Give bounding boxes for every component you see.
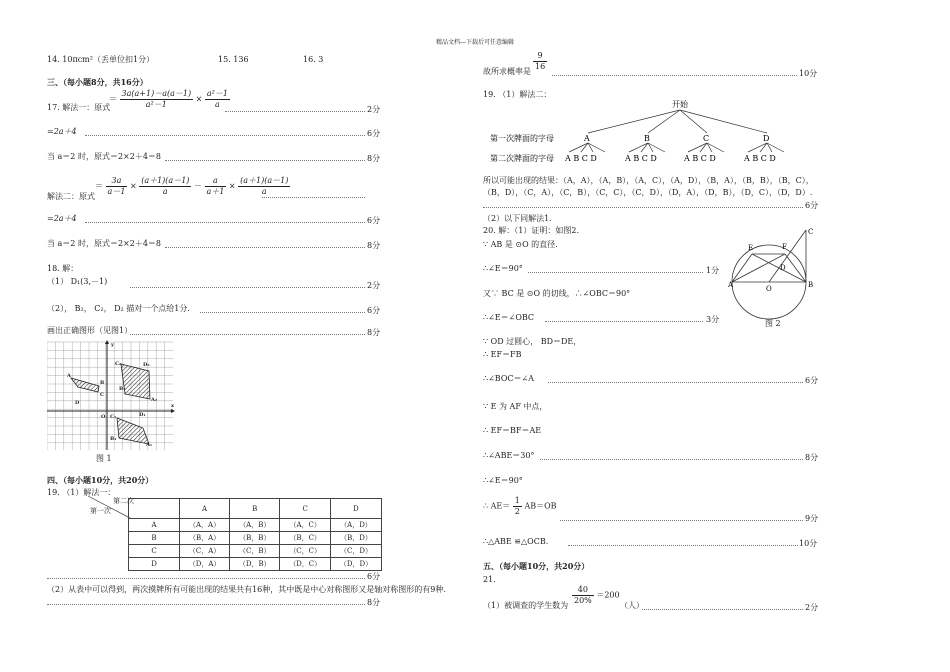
column-header: A bbox=[180, 499, 230, 519]
dot-leader bbox=[540, 459, 803, 460]
tree-root-label: 开始 bbox=[672, 100, 688, 109]
figure-1-caption: 图 1 bbox=[96, 454, 112, 463]
tree-first-label: 第一次牌面的字母 bbox=[490, 134, 554, 143]
q19-part2: （2）从表中可以得到，两次摸牌所有可能出现的结果共有16种，其中既是中心对称图形又是轴对称图形的有9种. bbox=[47, 585, 446, 594]
q17-line2: =2a＋4 bbox=[47, 127, 77, 136]
q20-line3: 又∵ BC 是 ⊙O 的切线，∴∠OBC＝90° bbox=[483, 289, 631, 298]
point-label: F bbox=[782, 243, 787, 251]
fraction: $\frac{\text{a²－1}}{a}$ bbox=[206, 89, 228, 109]
shape-a1b1c1d1 bbox=[117, 418, 149, 444]
table-cell: （B，A） bbox=[180, 532, 230, 545]
q18-part1: （1） D₁(3,－1) bbox=[47, 277, 108, 286]
table-cell: （C，C） bbox=[280, 545, 331, 558]
point-label: D₂ bbox=[143, 362, 150, 368]
score-label: 3分 bbox=[706, 315, 720, 324]
score-label: 6分 bbox=[367, 129, 381, 138]
tree-diagram bbox=[485, 98, 815, 166]
probability-fraction: $\frac{9}{16}$ bbox=[535, 51, 546, 71]
q17-alt-expr: ＝ $\frac{3a}{a-1}$ × $\frac{(a+1)(a-1)}{a}$ － $\frac{a}{a+1}$ × $\frac{(a+1)(a-1)}{a}$ bbox=[95, 176, 289, 196]
point-label: C bbox=[808, 228, 814, 236]
row-header: B bbox=[129, 532, 180, 545]
score-label: 2分 bbox=[367, 281, 381, 290]
q19b-title: 19. （1）解法二： bbox=[483, 90, 552, 99]
fraction: $\frac{3a}{a-1}$ bbox=[107, 176, 126, 196]
figure-1-grid bbox=[47, 340, 177, 452]
score-label: 2分 bbox=[805, 603, 819, 612]
q17-line1-label: 17. 解法一：原式 bbox=[47, 103, 111, 112]
tree-second-label: 第二次牌面的字母 bbox=[490, 154, 554, 163]
point-label: A₂ bbox=[151, 397, 158, 403]
q18-title: 18. 解： bbox=[47, 264, 79, 273]
dot-leader bbox=[560, 520, 803, 521]
table-cell: （B，D） bbox=[330, 532, 381, 545]
score-label: 6分 bbox=[805, 201, 819, 210]
fraction: $\frac{(a+1)(a-1)}{a}$ bbox=[240, 176, 289, 196]
dot-leader bbox=[483, 207, 803, 208]
table-cell: （B，C） bbox=[280, 532, 331, 545]
score-label: 9分 bbox=[805, 514, 819, 523]
dot-leader bbox=[47, 578, 365, 579]
q17-line3: 当 a＝2 时，原式＝2×2＋4＝8 bbox=[47, 152, 162, 161]
q19b-part2: （2）以下同解法1. bbox=[483, 214, 552, 223]
section-4-heading: 四、（每小题10分，共20分） bbox=[47, 475, 154, 485]
page-header: 精品文档---下载后可任意编辑 bbox=[435, 39, 515, 46]
q20-line10: ∴∠ABE＝30° bbox=[483, 451, 535, 460]
tree-leaves: A B C D bbox=[744, 154, 776, 163]
table-row bbox=[129, 558, 382, 571]
table-cell: （A，C） bbox=[280, 519, 331, 532]
table-cell: （D，B） bbox=[230, 558, 280, 571]
axis-label: y bbox=[111, 342, 114, 348]
q18-part3: 画出正确图形（见图1） bbox=[47, 326, 133, 335]
point-label: B bbox=[100, 380, 105, 386]
fraction: $\frac{(a+1)(a-1)}{a}$ bbox=[141, 176, 190, 196]
dot-leader bbox=[85, 135, 365, 136]
fraction: $\frac{a}{a+1}$ bbox=[206, 176, 225, 196]
point-label: B₁ bbox=[110, 436, 117, 442]
q20-line4: ∴∠E＝∠OBC bbox=[483, 313, 535, 322]
tree-node: B bbox=[644, 134, 650, 143]
table-cell: （A，B） bbox=[230, 519, 280, 532]
q20-line12: ∴ AE＝ $\frac{1}{2}$ AB＝OB bbox=[483, 496, 557, 516]
row-header: D bbox=[129, 558, 180, 571]
q14-answer: 14. 10πcm²（丢单位扣1分） bbox=[47, 55, 155, 64]
table-corner bbox=[129, 499, 180, 519]
point-label: D bbox=[75, 400, 80, 406]
score-label: 8分 bbox=[805, 453, 819, 462]
table-row bbox=[129, 545, 382, 558]
dot-leader bbox=[552, 75, 797, 76]
shape-abcd bbox=[71, 378, 99, 392]
q21-part1-label: （1）被调查的学生数为 bbox=[483, 601, 569, 610]
q20-line7: ∴∠BOC＝∠A bbox=[483, 374, 534, 383]
column-header: D bbox=[330, 499, 381, 519]
fraction: $\frac{3a(a+1)-a(a-1)}{\text{a²－1}}$ bbox=[121, 89, 192, 109]
q19-outcome-table bbox=[128, 498, 382, 571]
dot-leader bbox=[165, 160, 365, 161]
q17-line1-expr: ＝ $\frac{3a(a+1)-a(a-1)}{\text{a²－1}}$ × $\frac{\text{a²－1}}{a}$ bbox=[109, 89, 228, 109]
tree-node: C bbox=[703, 134, 710, 143]
shape-a2b2c2d2 bbox=[121, 364, 150, 399]
score-label: 10分 bbox=[799, 539, 818, 548]
point-label: O bbox=[101, 414, 106, 420]
probability-label: 故所求概率是 bbox=[483, 67, 531, 76]
axis-label: x bbox=[171, 403, 174, 409]
q17-alt-label: 解法二：原式 bbox=[47, 192, 95, 201]
tree-node: D bbox=[763, 134, 770, 143]
dot-leader bbox=[130, 334, 365, 335]
score-label: 2分 bbox=[367, 105, 381, 114]
point-label: B₂ bbox=[119, 386, 126, 392]
tree-node: A bbox=[584, 134, 590, 143]
table-cell: （B，B） bbox=[230, 532, 280, 545]
column-header: C bbox=[280, 499, 331, 519]
table-cell: （A，D） bbox=[330, 519, 381, 532]
q21-part1-fraction: $\frac{40}{20\%}$ ＝200 bbox=[574, 585, 620, 605]
table-cell: （A，A） bbox=[180, 519, 230, 532]
dot-leader bbox=[528, 272, 703, 273]
score-label: 8分 bbox=[367, 598, 381, 607]
point-label: D bbox=[780, 264, 786, 272]
table-cell: （C，A） bbox=[180, 545, 230, 558]
q17-line5: =2a＋4 bbox=[47, 214, 77, 223]
tree-leaves: A B C D bbox=[625, 154, 657, 163]
q20-title: 20. 解：（1）证明：如图2. bbox=[483, 226, 579, 235]
q20-line13: ∴△ABE ≌△OCB. bbox=[483, 537, 549, 546]
section-3-heading: 三、（每小题8分，共16分） bbox=[47, 77, 148, 87]
q18-part2: （2）， B₂， C₂， D₂ 描对一个点给1分. bbox=[47, 304, 190, 313]
table-header-row bbox=[129, 499, 382, 519]
q17-line6: 当 a＝2 时，原式＝2×2＋4＝8 bbox=[47, 239, 162, 248]
dot-leader bbox=[545, 321, 703, 322]
figure-2-geometry bbox=[728, 225, 818, 320]
point-label: A₁ bbox=[146, 442, 153, 448]
score-label: 8分 bbox=[367, 328, 381, 337]
dot-leader bbox=[47, 604, 365, 605]
q20-line5: ∵ OD 过圆心， BD＝DE， bbox=[483, 337, 582, 346]
q19-title: 19. （1）解法一： bbox=[47, 488, 116, 497]
q20-line1: ∵ AB 是 ⊙O 的直径. bbox=[483, 240, 558, 249]
point-label: B bbox=[808, 281, 814, 289]
table-header-first: 第一次 bbox=[90, 507, 111, 515]
figure-2-caption: 图 2 bbox=[765, 319, 781, 328]
outcomes-line1: 所以可能出现的结果：（A，A），（A，B），（A，C），（A，D），（B，A），（B，B），（B，C）， bbox=[483, 176, 814, 185]
q16-answer: 16. 3 bbox=[303, 55, 324, 64]
q20-line11: ∴∠E＝90° bbox=[483, 476, 523, 485]
point-label: C bbox=[100, 392, 104, 398]
tree-leaves: A B C D bbox=[684, 154, 716, 163]
score-label: 8分 bbox=[367, 154, 381, 163]
row-header: A bbox=[129, 519, 180, 532]
q20-line6: ∴ EF＝FB bbox=[483, 350, 522, 359]
point-label: C₂ bbox=[115, 361, 122, 367]
score-label: 6分 bbox=[367, 306, 381, 315]
q20-line9: ∴ EF＝BF＝AE bbox=[483, 426, 542, 435]
dot-leader bbox=[165, 247, 365, 248]
q15-answer: 15. 136 bbox=[218, 55, 249, 64]
point-label: E bbox=[748, 244, 754, 252]
column-header: B bbox=[230, 499, 280, 519]
dot-leader bbox=[130, 287, 365, 288]
point-label: O bbox=[766, 285, 772, 293]
dot-leader bbox=[225, 111, 365, 112]
table-row bbox=[129, 532, 382, 545]
score-label: 6分 bbox=[367, 216, 381, 225]
dot-leader bbox=[568, 545, 798, 546]
table-header-second: 第二次 bbox=[113, 497, 134, 505]
q21-title: 21. bbox=[483, 575, 496, 584]
table-row bbox=[129, 519, 382, 532]
table-cell: （C，D） bbox=[330, 545, 381, 558]
score-label: 8分 bbox=[367, 241, 381, 250]
dot-leader bbox=[200, 312, 365, 313]
q21-part1-unit: （人） bbox=[620, 601, 644, 610]
point-label: A bbox=[67, 373, 71, 379]
outcomes-line2: （B，D），（C，A），（C，B），（C，C），（C，D），（D，A），（D，B），（D，C），（D，D）. bbox=[483, 188, 813, 197]
tree-leaves: A B C D bbox=[565, 154, 597, 163]
dot-leader bbox=[262, 197, 365, 198]
dot-leader bbox=[642, 609, 803, 610]
q20-line2: ∴∠E＝90° bbox=[483, 264, 523, 273]
score-label: 1分 bbox=[706, 266, 720, 275]
row-header: C bbox=[129, 545, 180, 558]
score-label: 10分 bbox=[799, 69, 818, 78]
table-cell: （D，A） bbox=[180, 558, 230, 571]
section-5-heading: 五、（每小题10分，共20分） bbox=[483, 561, 590, 571]
table-cell: （C，B） bbox=[230, 545, 280, 558]
table-cell: （D，D） bbox=[330, 558, 381, 571]
table-cell: （D，C） bbox=[280, 558, 331, 571]
point-label: C₁ bbox=[110, 414, 117, 420]
point-label: A bbox=[728, 281, 734, 289]
score-label: 6分 bbox=[367, 572, 381, 581]
q20-line8: ∵ E 为 AF 中点， bbox=[483, 402, 548, 411]
point-label: D₁ bbox=[139, 412, 146, 418]
dot-leader bbox=[85, 222, 365, 223]
score-label: 6分 bbox=[805, 376, 819, 385]
dot-leader bbox=[548, 382, 803, 383]
